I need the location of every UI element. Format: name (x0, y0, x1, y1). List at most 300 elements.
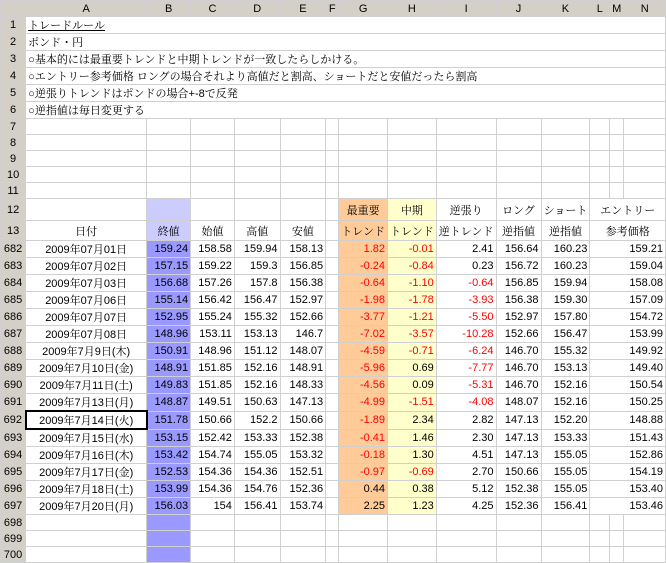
cell-trend-3[interactable]: -5.50 (436, 309, 496, 326)
cell[interactable] (496, 151, 541, 167)
cell[interactable] (436, 531, 496, 547)
row-header[interactable]: 687 (1, 326, 26, 343)
row-header[interactable]: 1 (1, 17, 26, 34)
table-row[interactable] (1, 326, 666, 343)
cell-trend-3[interactable]: -10.28 (436, 326, 496, 343)
cell-open[interactable]: 154.36 (191, 464, 235, 481)
cell[interactable] (147, 135, 191, 151)
row-header[interactable]: 697 (1, 498, 26, 515)
cell[interactable] (610, 167, 624, 183)
cell-spacer[interactable] (326, 309, 339, 326)
cell[interactable] (388, 167, 437, 183)
cell[interactable] (541, 515, 590, 531)
cell[interactable] (610, 151, 624, 167)
row-header[interactable]: 4 (1, 68, 26, 85)
cell[interactable] (326, 221, 339, 241)
cell-low[interactable]: 148.91 (280, 360, 326, 377)
table-row[interactable] (1, 481, 666, 498)
row-header[interactable]: 700 (1, 547, 26, 563)
cell[interactable] (26, 119, 147, 135)
row-header[interactable]: 694 (1, 447, 26, 464)
cell-low[interactable]: 152.36 (280, 481, 326, 498)
table-row-selected[interactable] (1, 411, 666, 429)
cell-trend-1[interactable]: -5.96 (339, 360, 388, 377)
cell-high[interactable]: 152.16 (234, 360, 280, 377)
cell[interactable] (280, 547, 326, 563)
cell-date-selected[interactable]: 2009年7月14日(火) (26, 411, 147, 429)
cell[interactable] (624, 119, 666, 135)
cell-short-stop[interactable]: 152.20 (541, 411, 590, 429)
cell[interactable] (147, 151, 191, 167)
cell-long-stop[interactable]: 152.38 (496, 481, 541, 498)
cell[interactable] (280, 199, 326, 221)
cell-short-stop[interactable]: 157.80 (541, 309, 590, 326)
cell-spacer[interactable] (326, 498, 339, 515)
cell-short-stop[interactable]: 155.05 (541, 447, 590, 464)
cell[interactable] (326, 119, 339, 135)
cell[interactable] (280, 531, 326, 547)
cell-short-stop[interactable]: 155.05 (541, 481, 590, 498)
cell-trend-2[interactable]: 0.69 (388, 360, 437, 377)
cell[interactable] (590, 515, 610, 531)
row-header[interactable]: 684 (1, 275, 26, 292)
row-header[interactable]: 2 (1, 34, 26, 51)
cell-trend-2[interactable]: -0.71 (388, 343, 437, 360)
cell[interactable] (610, 515, 624, 531)
cell-close[interactable]: 148.91 (147, 360, 191, 377)
cell-spacer[interactable] (326, 258, 339, 275)
cell-trend-1[interactable]: -4.56 (339, 377, 388, 394)
cell-trend-1[interactable]: -0.41 (339, 429, 388, 447)
cell-trend-3[interactable]: -6.24 (436, 343, 496, 360)
cell[interactable] (339, 183, 388, 199)
cell[interactable] (280, 167, 326, 183)
cell-date[interactable]: 2009年07月08日 (26, 326, 147, 343)
cell-entry[interactable]: 151.43 (590, 429, 666, 447)
cell-open[interactable]: 154.74 (191, 447, 235, 464)
cell-trend-1[interactable]: -0.97 (339, 464, 388, 481)
cell[interactable] (234, 183, 280, 199)
cell-trend-2[interactable]: -0.84 (388, 258, 437, 275)
cell-high[interactable]: 159.3 (234, 258, 280, 275)
cell[interactable] (388, 515, 437, 531)
cell[interactable] (147, 119, 191, 135)
row-header[interactable]: 690 (1, 377, 26, 394)
cell-trend-2[interactable]: -1.10 (388, 275, 437, 292)
cell[interactable] (26, 135, 147, 151)
cell-open[interactable]: 154 (191, 498, 235, 515)
cell-short-stop[interactable]: 153.13 (541, 360, 590, 377)
cell-trend-3[interactable]: -4.08 (436, 394, 496, 412)
cell-spacer[interactable] (326, 360, 339, 377)
row-header[interactable]: 6 (1, 102, 26, 119)
cell-date[interactable]: 2009年7月10日(金) (26, 360, 147, 377)
cell[interactable] (234, 515, 280, 531)
cell-trend-1[interactable]: -4.99 (339, 394, 388, 412)
cell[interactable] (147, 547, 191, 563)
cell-trend-3[interactable]: 4.51 (436, 447, 496, 464)
cell-high[interactable]: 156.41 (234, 498, 280, 515)
table-row[interactable] (1, 258, 666, 275)
cell-close[interactable]: 153.42 (147, 447, 191, 464)
cell[interactable] (541, 119, 590, 135)
cell-close[interactable]: 159.24 (147, 241, 191, 258)
cell-close[interactable]: 155.14 (147, 292, 191, 309)
cell-trend-2[interactable]: -3.57 (388, 326, 437, 343)
cell[interactable] (326, 151, 339, 167)
cell-open[interactable]: 152.42 (191, 429, 235, 447)
cell-spacer[interactable] (326, 343, 339, 360)
cell[interactable] (436, 135, 496, 151)
cell[interactable] (436, 167, 496, 183)
cell-trend-2[interactable]: -1.51 (388, 394, 437, 412)
table-row[interactable] (1, 343, 666, 360)
cell[interactable] (590, 183, 610, 199)
cell-long-stop[interactable]: 156.85 (496, 275, 541, 292)
cell-entry[interactable]: 154.72 (590, 309, 666, 326)
cell-trend-1[interactable]: -7.02 (339, 326, 388, 343)
cell[interactable] (234, 199, 280, 221)
row-header[interactable]: 10 (1, 167, 26, 183)
cell-low[interactable]: 156.38 (280, 275, 326, 292)
cell-spacer[interactable] (326, 241, 339, 258)
cell-short-stop[interactable]: 155.32 (541, 343, 590, 360)
cell-high[interactable]: 152.2 (234, 411, 280, 429)
cell-open[interactable]: 149.51 (191, 394, 235, 412)
cell-date[interactable]: 2009年7月15日(水) (26, 429, 147, 447)
cell-trend-3[interactable]: -0.64 (436, 275, 496, 292)
cell-close[interactable]: 149.83 (147, 377, 191, 394)
cell-short-stop[interactable]: 152.16 (541, 394, 590, 412)
row-header[interactable]: 683 (1, 258, 26, 275)
column-header-L[interactable]: L (590, 1, 610, 17)
cell-high[interactable]: 150.63 (234, 394, 280, 412)
cell-long-stop[interactable]: 147.13 (496, 447, 541, 464)
cell-open[interactable]: 151.85 (191, 377, 235, 394)
cell-trend-3[interactable]: 2.70 (436, 464, 496, 481)
cell-trend-3[interactable]: 2.30 (436, 429, 496, 447)
cell-spacer[interactable] (326, 275, 339, 292)
cell-trend-2[interactable]: 2.34 (388, 411, 437, 429)
cell[interactable] (388, 119, 437, 135)
cell-long-stop[interactable]: 146.70 (496, 377, 541, 394)
cell[interactable] (147, 183, 191, 199)
table-row[interactable] (1, 275, 666, 292)
cell-low[interactable]: 147.13 (280, 394, 326, 412)
cell[interactable] (436, 547, 496, 563)
cell[interactable] (191, 119, 235, 135)
table-row[interactable] (1, 292, 666, 309)
cell-trend-1[interactable]: 1.82 (339, 241, 388, 258)
cell[interactable] (147, 515, 191, 531)
cell-date[interactable]: 2009年7月17日(金) (26, 464, 147, 481)
cell-trend-2[interactable]: -0.69 (388, 464, 437, 481)
select-all-corner[interactable] (1, 1, 26, 17)
cell-open[interactable]: 150.66 (191, 411, 235, 429)
cell-long-stop[interactable]: 146.70 (496, 360, 541, 377)
cell[interactable] (590, 547, 610, 563)
cell[interactable] (280, 135, 326, 151)
cell-close[interactable]: 156.68 (147, 275, 191, 292)
cell[interactable] (624, 515, 666, 531)
row-header[interactable]: 7 (1, 119, 26, 135)
row-header[interactable]: 13 (1, 221, 26, 241)
cell-spacer[interactable] (326, 326, 339, 343)
cell[interactable] (590, 135, 610, 151)
cell-trend-1[interactable]: 0.44 (339, 481, 388, 498)
cell-close[interactable]: 157.15 (147, 258, 191, 275)
column-header-D[interactable]: D (234, 1, 280, 17)
cell-trend-2[interactable]: 1.23 (388, 498, 437, 515)
cell-long-stop[interactable]: 156.72 (496, 258, 541, 275)
cell[interactable] (147, 167, 191, 183)
cell-trend-1[interactable]: -4.59 (339, 343, 388, 360)
column-header-B[interactable]: B (147, 1, 191, 17)
cell-high[interactable]: 159.94 (234, 241, 280, 258)
row-header[interactable]: 695 (1, 464, 26, 481)
cell-close[interactable]: 153.99 (147, 481, 191, 498)
cell[interactable] (326, 547, 339, 563)
cell-date[interactable]: 2009年7月20日(月) (26, 498, 147, 515)
column-header-K[interactable]: K (541, 1, 590, 17)
cell-short-stop[interactable]: 153.33 (541, 429, 590, 447)
cell-entry[interactable]: 148.88 (590, 411, 666, 429)
cell[interactable] (610, 531, 624, 547)
row-header[interactable]: 3 (1, 51, 26, 68)
cell[interactable] (496, 547, 541, 563)
row-header[interactable]: 689 (1, 360, 26, 377)
cell-long-stop[interactable]: 150.66 (496, 464, 541, 481)
cell[interactable] (234, 547, 280, 563)
cell-spacer[interactable] (326, 377, 339, 394)
cell[interactable] (191, 515, 235, 531)
cell[interactable] (610, 183, 624, 199)
cell[interactable] (436, 183, 496, 199)
cell-low[interactable]: 158.13 (280, 241, 326, 258)
cell-trend-3[interactable]: 2.82 (436, 411, 496, 429)
cell-entry[interactable]: 153.40 (590, 481, 666, 498)
cell-short-stop[interactable]: 156.47 (541, 326, 590, 343)
cell[interactable] (610, 547, 624, 563)
cell-trend-2[interactable]: -1.21 (388, 309, 437, 326)
cell[interactable] (541, 151, 590, 167)
cell-high[interactable]: 153.13 (234, 326, 280, 343)
cell[interactable] (624, 135, 666, 151)
cell[interactable] (326, 515, 339, 531)
cell[interactable] (191, 183, 235, 199)
cell[interactable] (339, 531, 388, 547)
cell[interactable] (147, 199, 191, 221)
cell-long-stop[interactable]: 152.66 (496, 326, 541, 343)
cell[interactable] (280, 183, 326, 199)
column-header-H[interactable]: H (388, 1, 437, 17)
cell[interactable] (26, 167, 147, 183)
cell-high[interactable]: 151.12 (234, 343, 280, 360)
cell-entry[interactable]: 154.19 (590, 464, 666, 481)
cell-long-stop[interactable]: 146.70 (496, 343, 541, 360)
cell-trend-3[interactable]: 4.25 (436, 498, 496, 515)
cell[interactable] (147, 531, 191, 547)
cell-high[interactable]: 155.32 (234, 309, 280, 326)
column-header-N[interactable]: N (624, 1, 666, 17)
cell[interactable] (541, 135, 590, 151)
cell[interactable] (436, 119, 496, 135)
row-header-selected[interactable]: 692 (1, 411, 26, 429)
cell-spacer[interactable] (326, 481, 339, 498)
cell[interactable] (280, 515, 326, 531)
column-header-I[interactable]: I (436, 1, 496, 17)
cell[interactable] (191, 547, 235, 563)
cell-high[interactable]: 156.47 (234, 292, 280, 309)
column-header-J[interactable]: J (496, 1, 541, 17)
cell-open[interactable]: 155.24 (191, 309, 235, 326)
table-row[interactable] (1, 309, 666, 326)
cell-trend-1[interactable]: -1.89 (339, 411, 388, 429)
column-header-F[interactable]: F (326, 1, 339, 17)
cell[interactable] (496, 183, 541, 199)
cell-entry[interactable]: 159.21 (590, 241, 666, 258)
table-row[interactable] (1, 360, 666, 377)
cell-date[interactable]: 2009年07月07日 (26, 309, 147, 326)
cell-trend-3[interactable]: -3.93 (436, 292, 496, 309)
cell-open[interactable]: 158.58 (191, 241, 235, 258)
cell-close[interactable]: 151.78 (147, 411, 191, 429)
row-header[interactable]: 11 (1, 183, 26, 199)
cell[interactable] (496, 135, 541, 151)
cell[interactable] (234, 151, 280, 167)
cell-open[interactable]: 153.11 (191, 326, 235, 343)
cell-long-stop[interactable]: 147.13 (496, 429, 541, 447)
cell[interactable] (541, 167, 590, 183)
cell-short-stop[interactable]: 160.23 (541, 258, 590, 275)
cell-open[interactable]: 159.22 (191, 258, 235, 275)
cell[interactable] (191, 167, 235, 183)
cell-low[interactable]: 152.66 (280, 309, 326, 326)
cell-trend-3[interactable]: -5.31 (436, 377, 496, 394)
cell[interactable] (388, 151, 437, 167)
cell[interactable] (234, 531, 280, 547)
cell-low[interactable]: 156.85 (280, 258, 326, 275)
cell[interactable] (326, 199, 339, 221)
cell-close[interactable]: 150.91 (147, 343, 191, 360)
cell-entry[interactable]: 150.54 (590, 377, 666, 394)
cell-trend-3[interactable]: -7.77 (436, 360, 496, 377)
cell-trend-2[interactable]: 0.09 (388, 377, 437, 394)
cell[interactable] (496, 119, 541, 135)
table-row[interactable] (1, 429, 666, 447)
row-header[interactable]: 682 (1, 241, 26, 258)
cell[interactable] (280, 151, 326, 167)
cell-low[interactable]: 148.33 (280, 377, 326, 394)
cell-close[interactable]: 148.87 (147, 394, 191, 412)
cell[interactable] (624, 547, 666, 563)
cell-date[interactable]: 2009年7月9日(木) (26, 343, 147, 360)
cell-high[interactable]: 157.8 (234, 275, 280, 292)
cell-short-stop[interactable]: 152.16 (541, 377, 590, 394)
cell-spacer[interactable] (326, 464, 339, 481)
cell-date[interactable]: 2009年7月11日(土) (26, 377, 147, 394)
table-row[interactable] (1, 464, 666, 481)
cell[interactable] (436, 151, 496, 167)
table-row[interactable] (1, 447, 666, 464)
cell-trend-1[interactable]: -3.77 (339, 309, 388, 326)
cell-short-stop[interactable]: 159.94 (541, 275, 590, 292)
cell-date[interactable]: 2009年7月16日(木) (26, 447, 147, 464)
cell-entry[interactable]: 153.46 (590, 498, 666, 515)
cell[interactable] (191, 531, 235, 547)
cell[interactable] (436, 515, 496, 531)
cell-trend-2[interactable]: 1.30 (388, 447, 437, 464)
cell[interactable] (191, 151, 235, 167)
cell[interactable] (496, 515, 541, 531)
cell-entry[interactable]: 150.25 (590, 394, 666, 412)
cell-high[interactable]: 154.76 (234, 481, 280, 498)
cell[interactable] (388, 135, 437, 151)
row-header[interactable]: 698 (1, 515, 26, 531)
column-header-C[interactable]: C (191, 1, 235, 17)
cell-trend-2[interactable]: -1.78 (388, 292, 437, 309)
cell-trend-3[interactable]: 0.23 (436, 258, 496, 275)
cell-spacer[interactable] (326, 411, 339, 429)
cell-spacer[interactable] (326, 394, 339, 412)
table-row[interactable] (1, 241, 666, 258)
cell-short-stop[interactable]: 155.05 (541, 464, 590, 481)
cell-low[interactable]: 152.97 (280, 292, 326, 309)
cell-close[interactable]: 152.53 (147, 464, 191, 481)
cell-entry[interactable]: 158.08 (590, 275, 666, 292)
cell-open[interactable]: 151.85 (191, 360, 235, 377)
cell-date[interactable]: 2009年7月18日(土) (26, 481, 147, 498)
cell-close[interactable]: 153.15 (147, 429, 191, 447)
table-row[interactable] (1, 394, 666, 412)
cell[interactable] (326, 135, 339, 151)
cell-date[interactable]: 2009年07月03日 (26, 275, 147, 292)
cell[interactable] (624, 167, 666, 183)
cell-trend-3[interactable]: 5.12 (436, 481, 496, 498)
cell[interactable] (234, 167, 280, 183)
cell[interactable] (496, 167, 541, 183)
cell-short-stop[interactable]: 159.30 (541, 292, 590, 309)
cell-open[interactable]: 148.96 (191, 343, 235, 360)
cell-entry[interactable]: 153.99 (590, 326, 666, 343)
cell[interactable] (26, 515, 147, 531)
cell-long-stop[interactable]: 152.97 (496, 309, 541, 326)
row-header[interactable]: 12 (1, 199, 26, 221)
row-header[interactable]: 688 (1, 343, 26, 360)
cell-short-stop[interactable]: 160.23 (541, 241, 590, 258)
cell[interactable] (610, 135, 624, 151)
row-header[interactable]: 685 (1, 292, 26, 309)
cell[interactable] (624, 183, 666, 199)
cell-trend-1[interactable]: -1.98 (339, 292, 388, 309)
cell[interactable] (339, 151, 388, 167)
cell-close[interactable]: 152.95 (147, 309, 191, 326)
cell-close[interactable]: 148.96 (147, 326, 191, 343)
cell[interactable] (26, 547, 147, 563)
cell[interactable] (590, 151, 610, 167)
cell-low[interactable]: 153.32 (280, 447, 326, 464)
cell-entry[interactable]: 157.09 (590, 292, 666, 309)
cell[interactable] (234, 119, 280, 135)
row-header[interactable]: 699 (1, 531, 26, 547)
cell-spacer[interactable] (326, 447, 339, 464)
cell-date[interactable]: 2009年07月06日 (26, 292, 147, 309)
cell[interactable] (388, 547, 437, 563)
cell-long-stop[interactable]: 156.38 (496, 292, 541, 309)
cell-low[interactable]: 153.74 (280, 498, 326, 515)
table-row[interactable] (1, 498, 666, 515)
cell-open[interactable]: 156.42 (191, 292, 235, 309)
